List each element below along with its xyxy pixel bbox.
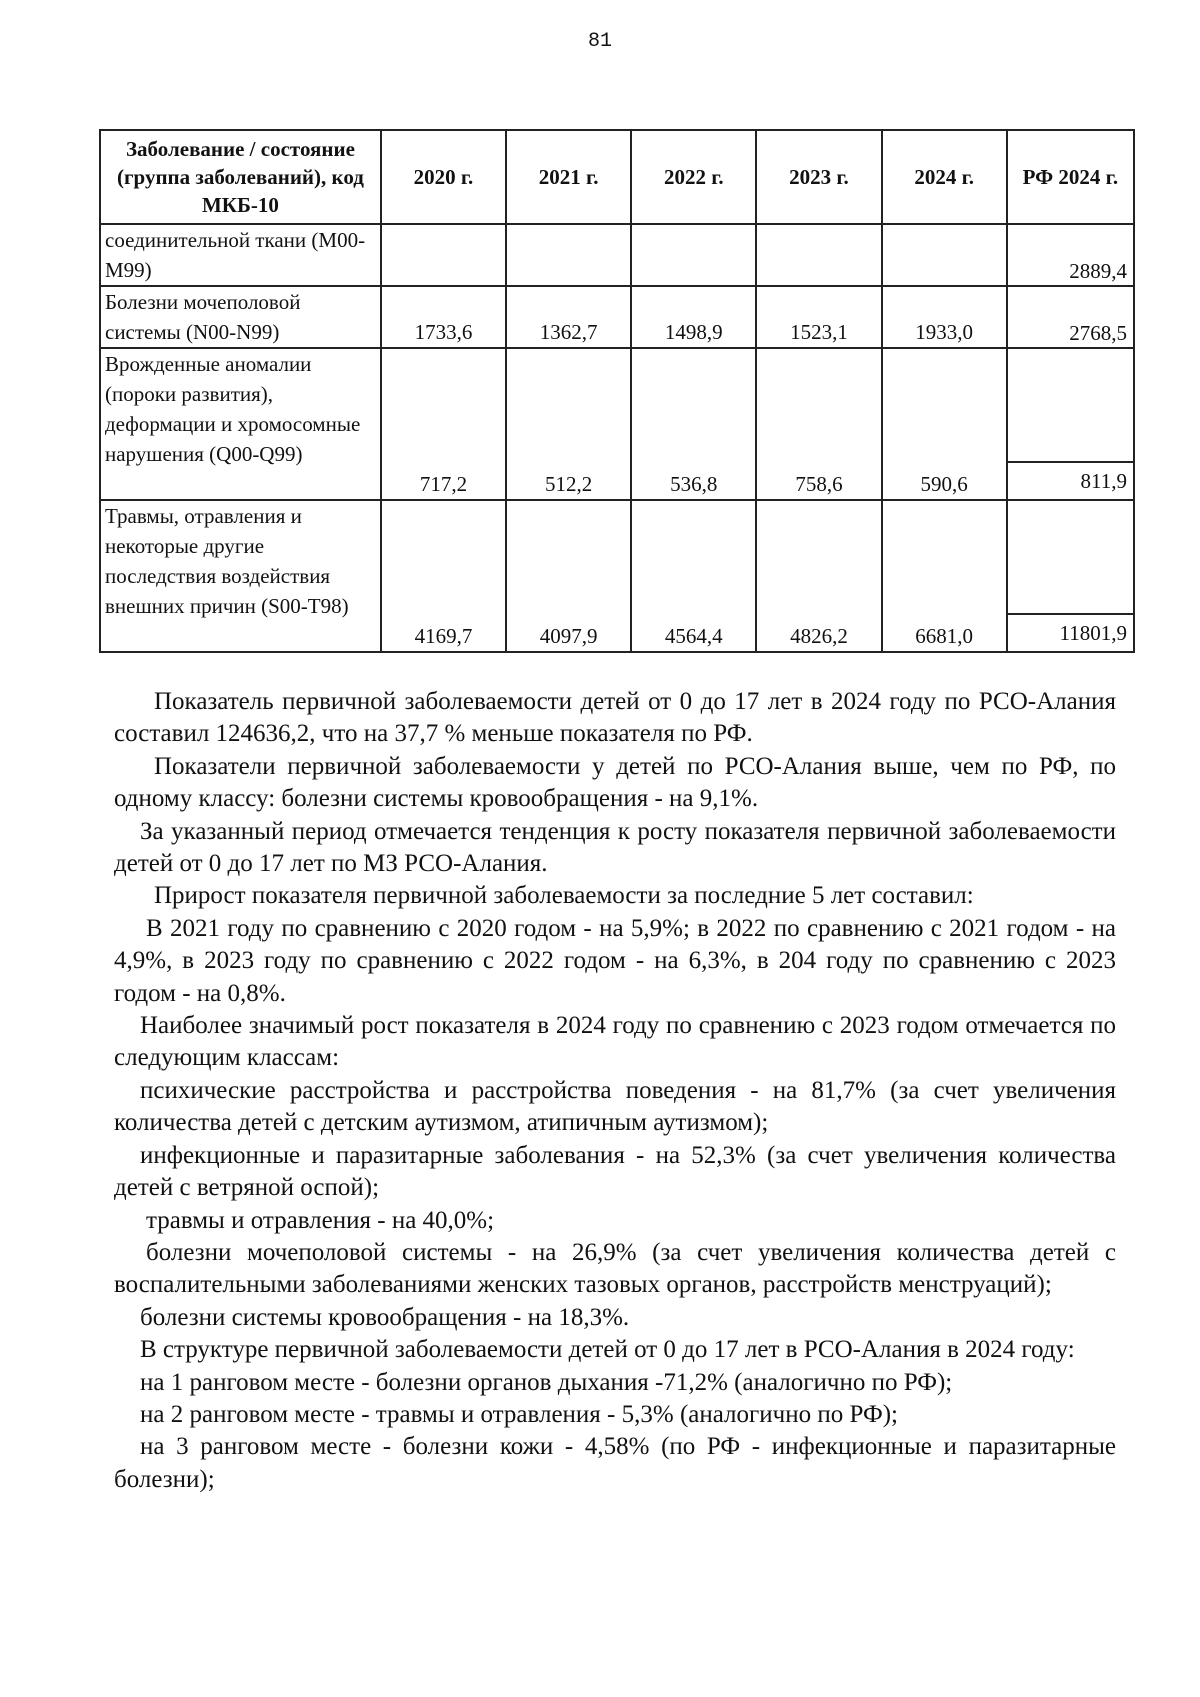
- list-item: на 1 ранговом месте - болезни органов дыхания -71,2% (аналогично по РФ);: [140, 1368, 953, 1396]
- cell-2022: 1498,9: [631, 286, 756, 348]
- paragraph: Прирост показателя первичной заболеваемости за последние 5 лет составил:: [154, 882, 974, 910]
- list-item: на 3 ранговом месте - болезни кожи - 4,58% (по РФ - инфекционные и паразитарные болезни);: [114, 1433, 1116, 1493]
- header-2020: 2020 г.: [381, 130, 506, 224]
- paragraph: Наиболее значимый рост показателя в 2024 году по сравнению с 2023 годом отмечается по следующим классам:: [114, 1012, 1116, 1072]
- cell-2024: [882, 224, 1007, 286]
- cell-2021: 1362,7: [506, 286, 631, 348]
- cell-rf-2024: [1007, 500, 1134, 652]
- paragraph: За указанный период отмечается тенденция к росту показателя первичной заболеваемости детей от 0 до 17 лет по МЗ РСО-Алания.: [114, 817, 1116, 878]
- morbidity-table: [99, 129, 1135, 653]
- cell-2021: 512,2: [506, 348, 631, 500]
- cell-2023: 1523,1: [756, 286, 881, 348]
- list-item: травмы и отравления - на 40,0%;: [146, 1206, 495, 1234]
- cell-rf-2024: [1007, 348, 1134, 500]
- cell-2023: 4826,2: [756, 500, 881, 652]
- header-2022: 2022 г.: [631, 130, 756, 224]
- cell-2022: [631, 224, 756, 286]
- cell-2020: 4169,7: [381, 500, 506, 652]
- list-item: на 2 ранговом месте - травмы и отравления - 5,3% (аналогично по РФ);: [140, 1400, 898, 1428]
- cell-2021: [506, 224, 631, 286]
- paragraph: Показатель первичной заболеваемости детей от 0 до 17 лет в 2024 году по РСО-Алания составил 124636,2, что на 37,7 % меньше показателя по РФ.: [114, 688, 1116, 748]
- paragraph: Показатели первичной заболеваемости у детей по РСО-Алания выше, чем по РФ, по одному классу: болезни системы кровообращения - на 9,1%.: [114, 752, 1116, 813]
- rf-value: 2889,4: [1069, 259, 1127, 283]
- cell-2022: 536,8: [631, 348, 756, 500]
- table-row: [100, 348, 1134, 500]
- cell-rf-2024: [1007, 286, 1134, 348]
- cell-2023: [756, 224, 881, 286]
- cell-2021: 4097,9: [506, 500, 631, 652]
- row-disease-name: Врожденные аномалии (пороки развития), деформации и хромосомные нарушения (Q00-Q99): [100, 348, 381, 500]
- header-2023: 2023 г.: [756, 130, 881, 224]
- body-text: [114, 686, 1116, 1496]
- rf-value: 811,9: [1008, 461, 1133, 499]
- list-item: болезни мочеполовой системы - на 26,9% (за счет увеличения количества детей с воспалительными заболеваниями женских тазовых органов, расстройств менструаций);: [114, 1238, 1116, 1299]
- list-item: болезни системы кровообращения - на 18,3%.: [140, 1303, 630, 1331]
- header-disease: Заболевание / состояние (группа заболеваний), код МКБ-10: [100, 130, 381, 224]
- row-disease-name: соединительной ткани (М00-М99): [100, 224, 381, 286]
- page-number: 81: [587, 30, 612, 53]
- cell-rf-2024: [1007, 224, 1134, 286]
- table-row: [100, 224, 1134, 286]
- header-rf-2024: РФ 2024 г.: [1007, 130, 1134, 224]
- rf-value: 11801,9: [1008, 613, 1133, 651]
- cell-2023: 758,6: [756, 348, 881, 500]
- cell-2022: 4564,4: [631, 500, 756, 652]
- table-header-row: [100, 130, 1134, 224]
- cell-2024: 6681,0: [882, 500, 1007, 652]
- paragraph: В структуре первичной заболеваемости детей от 0 до 17 лет в РСО-Алания в 2024 году:: [140, 1336, 1075, 1364]
- table-row: [100, 286, 1134, 348]
- header-2021: 2021 г.: [506, 130, 631, 224]
- rf-value: 2768,5: [1069, 321, 1127, 345]
- cell-2020: 1733,6: [381, 286, 506, 348]
- cell-2024: 590,6: [882, 348, 1007, 500]
- paragraph: В 2021 году по сравнению с 2020 годом - на 5,9%; в 2022 по сравнению с 2021 годом - на 4,9%, в 2023 году по сравнению с 2022 годом - на 6,3%, в 204 году по сравнению с 2023 годом - на 0,8%.: [114, 914, 1116, 1007]
- list-item: инфекционные и паразитарные заболевания - на 52,3% (за счет увеличения количества детей с ветряной оспой);: [114, 1141, 1116, 1202]
- cell-2020: 717,2: [381, 348, 506, 500]
- list-item: психические расстройства и расстройства поведения - на 81,7% (за счет увеличения количества детей с детским аутизмом, атипичным аутизмом);: [114, 1076, 1116, 1137]
- cell-2024: 1933,0: [882, 286, 1007, 348]
- row-disease-name: Болезни мочеполовой системы (N00-N99): [100, 286, 381, 348]
- cell-2020: [381, 224, 506, 286]
- header-2024: 2024 г.: [882, 130, 1007, 224]
- table-row: [100, 500, 1134, 652]
- row-disease-name: Травмы, отравления и некоторые другие последствия воздействия внешних причин (S00-T98): [100, 500, 381, 652]
